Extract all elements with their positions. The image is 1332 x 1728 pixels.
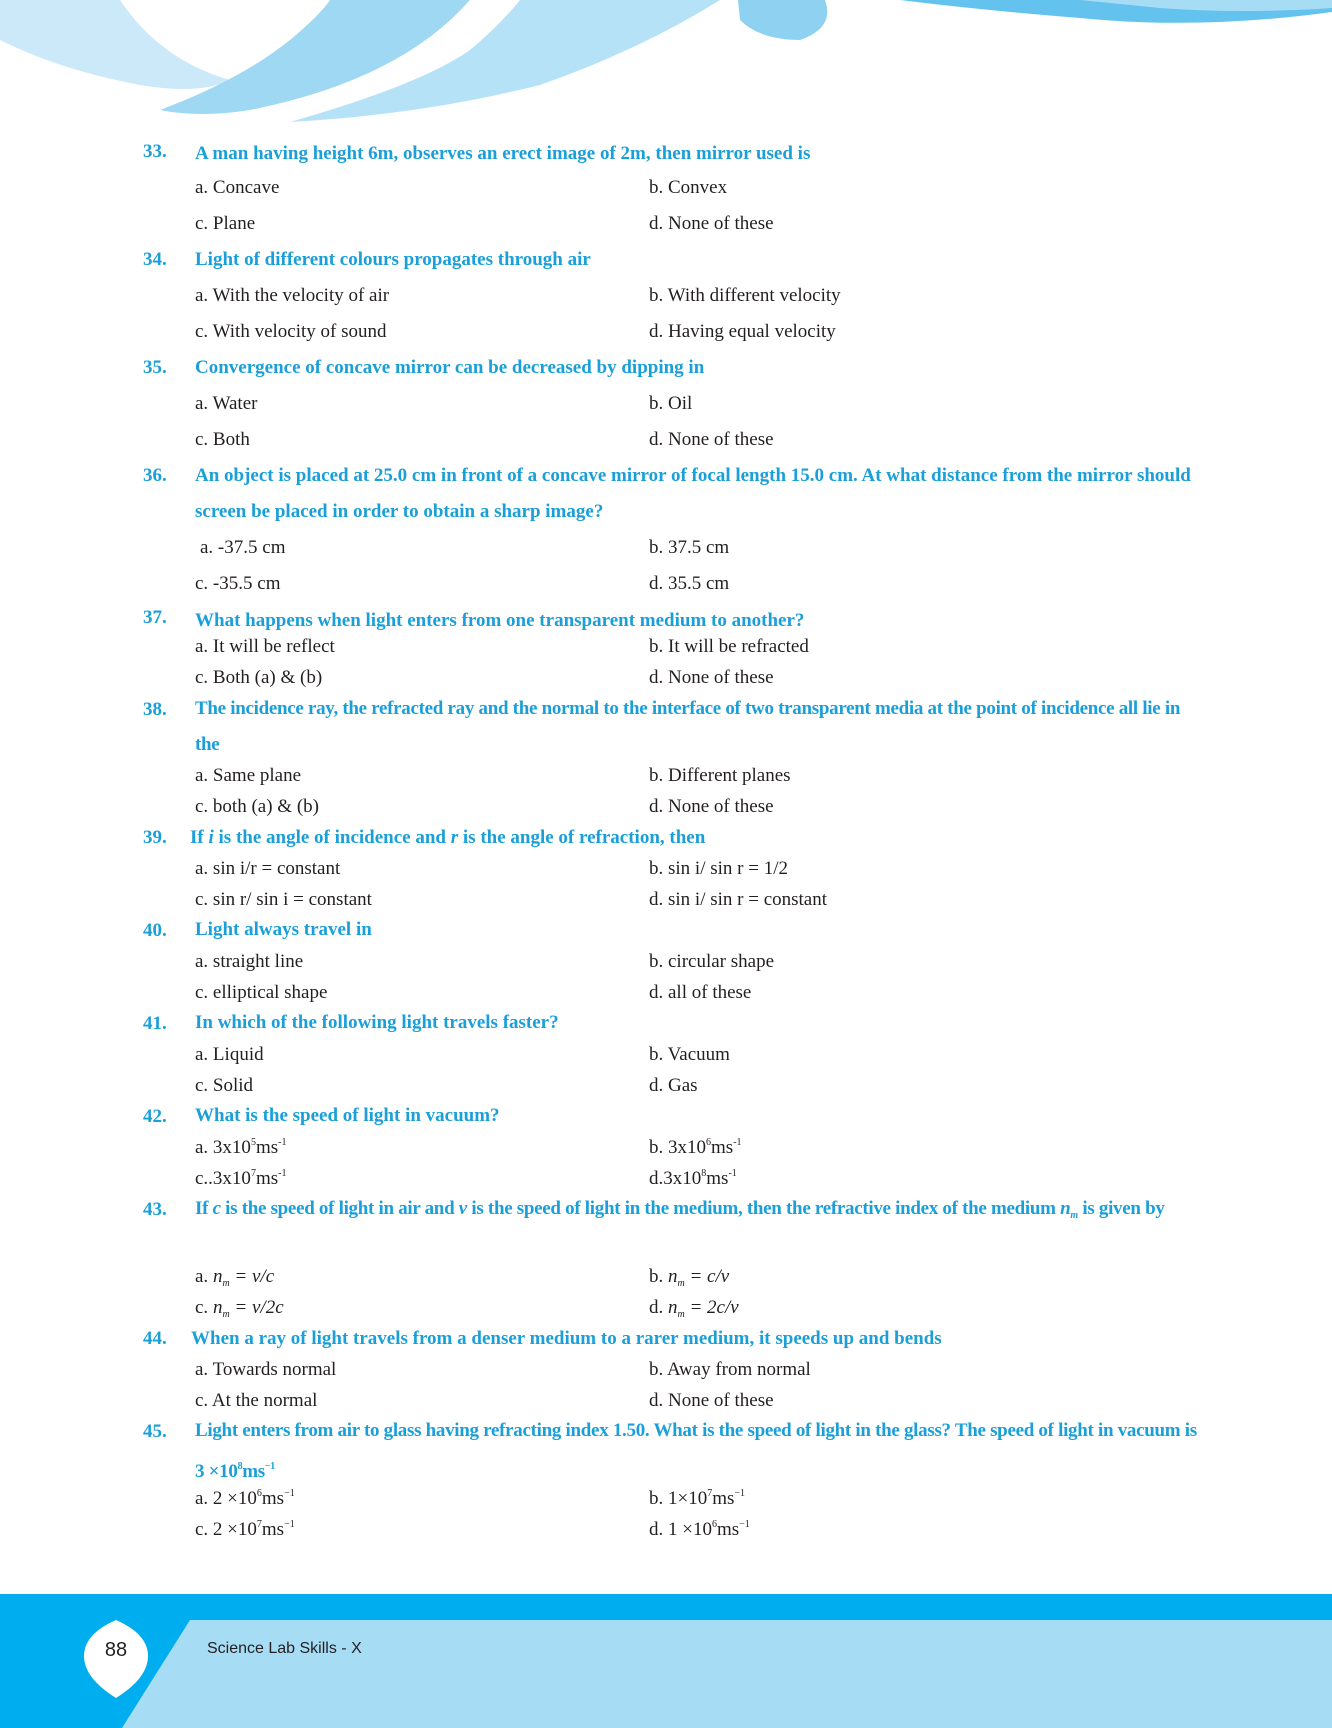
option-c: c. Both (a) & (b) (195, 667, 323, 688)
question-text: An object is placed at 25.0 cm in front of a concave mirror of focal length 15.0 cm. At what distance from the mirror should screen be placed in order to obtain a sharp image? (195, 465, 1191, 522)
option-a: a. sin i/r = constant (195, 858, 341, 879)
question-number: 33. (143, 141, 167, 162)
footer-band (0, 1594, 1332, 1728)
option-d: d. None of these (649, 213, 774, 234)
option-a: a. It will be reflect (195, 636, 335, 657)
option-a: a. $2 \times 10^6ms^{-1}$ (195, 1488, 295, 1509)
question-text: A man having height 6m, observes an erect image of 2m, then mirror used is (195, 143, 811, 164)
question-text: What is the speed of light in vacuum? (195, 1105, 500, 1126)
question-number: 34. (143, 249, 167, 270)
question-number: 36. (143, 465, 167, 486)
option-d: d. None of these (649, 796, 774, 817)
question-number: 39. (143, 827, 167, 848)
option-d: d. 35.5 cm (649, 573, 730, 594)
option-a: a. $n_m = v/c$ (195, 1266, 275, 1289)
option-c: c. both (a) & (b) (195, 796, 319, 817)
option-a: a. Concave (195, 177, 280, 198)
option-b: b. Different planes (649, 765, 791, 786)
option-d: d. Gas (649, 1075, 698, 1096)
option-b: b. Convex (649, 177, 728, 198)
option-c: c. -35.5 cm (195, 573, 281, 594)
question-text: If c is the speed of light in air and v is the speed of light in the medium, then the refractive index of the medium $n_m$ is given by (195, 1198, 1165, 1221)
question-text: If i is the angle of incidence and r is the angle of refraction, then (190, 827, 706, 848)
option-d: d. None of these (649, 1390, 774, 1411)
question-number: 44. (143, 1328, 167, 1349)
option-c: c. elliptical shape (195, 982, 328, 1003)
question-text: What happens when light enters from one transparent medium to another? (195, 610, 805, 631)
question-text: Convergence of concave mirror can be decreased by dipping in (195, 357, 705, 378)
option-a: a. Towards normal (195, 1359, 337, 1380)
option-c: c. $n_m = v/2c$ (195, 1297, 284, 1320)
question-number: 35. (143, 357, 167, 378)
option-b: b. Away from normal (649, 1359, 811, 1380)
option-c: $c..3x10^7ms^{-1}$ (195, 1168, 287, 1189)
option-d: d. $1 \times 10^6ms^{-1}$ (649, 1519, 750, 1540)
option-a: a. Liquid (195, 1044, 264, 1065)
option-c: c. At the normal (195, 1390, 318, 1411)
question-text: The incidence ray, the refracted ray and the normal to the interface of two transparent media at the point of incidence all lie in the (195, 698, 1181, 755)
option-a: a. With the velocity of air (195, 285, 390, 306)
question-text: In which of the following light travels faster? (195, 1012, 559, 1033)
question-number: 37. (143, 607, 167, 628)
option-c: c. Plane (195, 213, 256, 234)
question-number: 42. (143, 1106, 167, 1127)
question-text: When a ray of light travels from a denser medium to a rarer medium, it speeds up and bends (191, 1328, 942, 1349)
option-b: b. 37.5 cm (649, 537, 730, 558)
question-number: 40. (143, 920, 167, 941)
question-text: Light always travel in (195, 919, 372, 940)
option-a: a. -37.5 cm (200, 537, 286, 558)
page-number: 88 (104, 1638, 128, 1661)
option-d: d. Having equal velocity (649, 321, 836, 342)
option-c: c. With velocity of sound (195, 321, 387, 342)
option-d: d. None of these (649, 667, 774, 688)
option-b: b. Vacuum (649, 1044, 730, 1065)
option-b: b. circular shape (649, 951, 775, 972)
option-b: b. $1\times 10^7ms^{-1}$ (649, 1488, 746, 1509)
question-text: Light of different colours propagates through air (195, 249, 591, 270)
option-c: c. $2 \times 10^7ms^{-1}$ (195, 1519, 295, 1540)
question-number: 45. (143, 1421, 167, 1442)
option-b: b. $n_m = c/v$ (649, 1266, 730, 1289)
option-d: d. None of these (649, 429, 774, 450)
option-b: b. Oil (649, 393, 693, 414)
option-d: d. all of these (649, 982, 752, 1003)
option-a: a. Water (195, 393, 258, 414)
option-c: c. sin r/ sin i = constant (195, 889, 372, 910)
question-number: 41. (143, 1013, 167, 1034)
option-b: b. sin i/ sin r = 1/2 (649, 858, 788, 879)
option-d: d. sin i/ sin r = constant (649, 889, 828, 910)
book-title: Science Lab Skills - X (207, 1640, 362, 1657)
option-b: b. With different velocity (649, 285, 841, 306)
option-c: c. Solid (195, 1075, 254, 1096)
option-d: d. $n_m = 2c/v$ (649, 1297, 739, 1320)
option-a: a. Same plane (195, 765, 302, 786)
option-b: b. It will be refracted (649, 636, 809, 657)
question-number: 43. (143, 1199, 167, 1220)
option-b: b. $3x10^6ms^{-1}$ (649, 1137, 742, 1158)
option-c: c. Both (195, 429, 250, 450)
option-d: $d.3x10^8ms^{-1}$ (649, 1168, 737, 1189)
question-number: 38. (143, 699, 167, 720)
question-text: Light enters from air to glass having refracting index 1.50. What is the speed of light in the glass? The speed of light in vacuum is $3 \times 10^8ms^{-1}$ (195, 1420, 1197, 1482)
option-a: a. $3x10^5ms^{-1}$ (195, 1137, 287, 1158)
option-a: a. straight line (195, 951, 304, 972)
